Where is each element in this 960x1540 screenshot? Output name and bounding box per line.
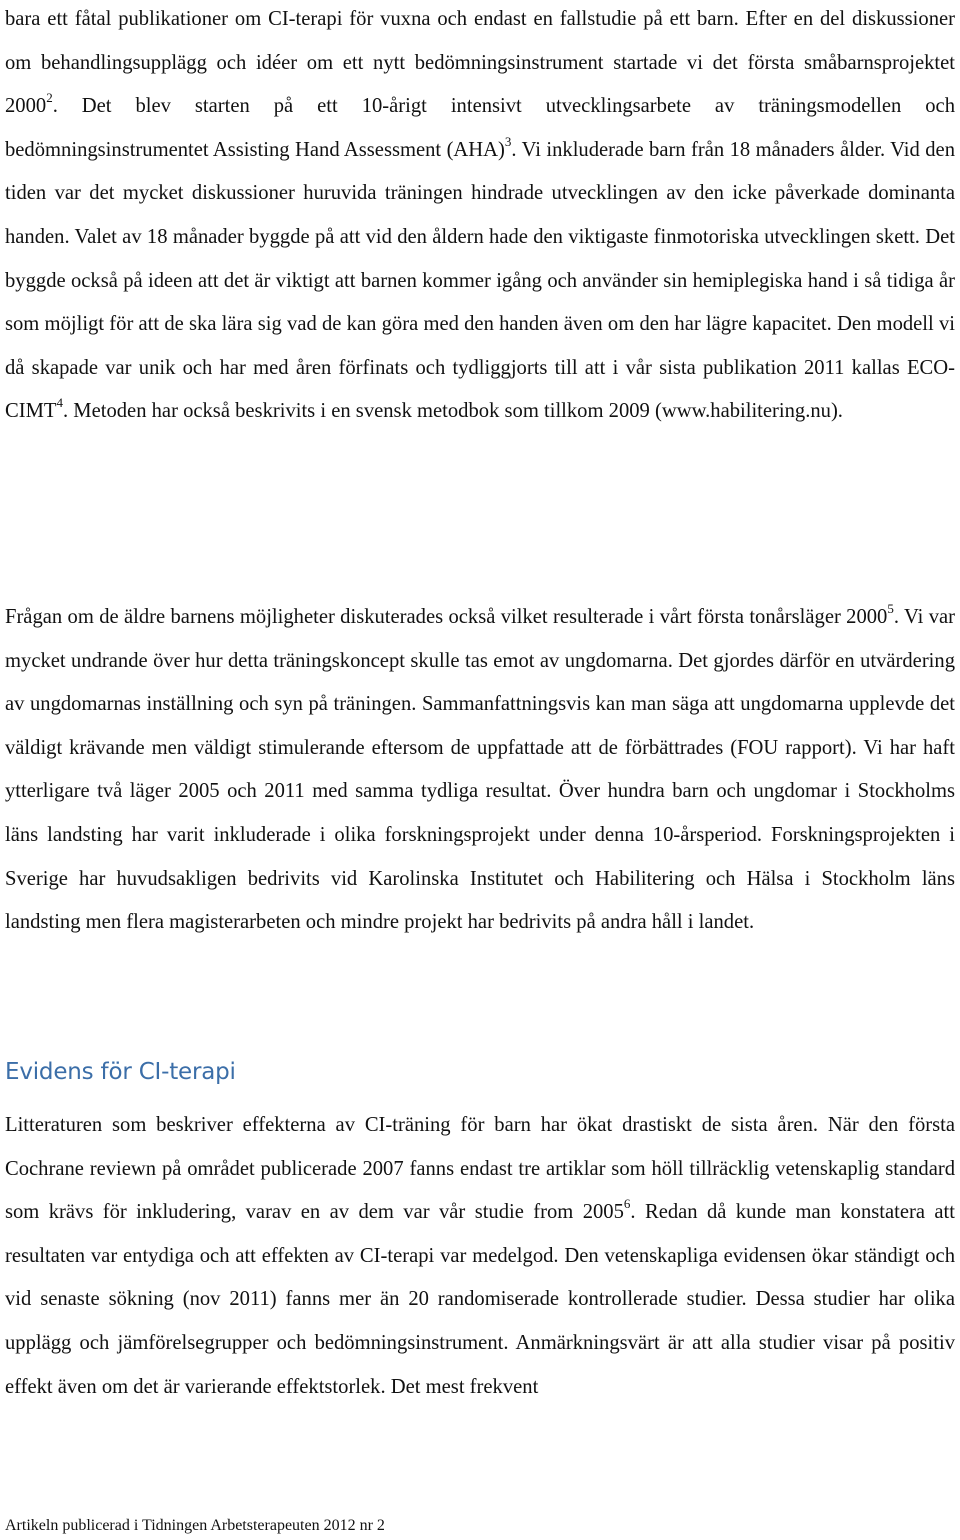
paragraph-text: . Metoden har också beskrivits i en svensk metodbok som tillkom 2009 (www.habilitering.nu). <box>62 400 843 423</box>
body-paragraph-2 <box>5 596 955 945</box>
paragraph-text: . Vi inkluderade barn från 18 månaders ålder. Vid den tiden var det mycket diskussioner huruvida träningen hindrade utvecklingen av den icke påverkade dominanta handen. Valet av 18 månader byggde på att vid den åldern hade den viktigaste finmotoriska utvecklingen skett. Det byggde också på ideen att det är viktigt att barnen kommer igång och använder sin hemiplegiska hand i så tidiga år som möjligt för att de ska lära sig vad de kan göra med den handen även om den har lägre kapacitet. Den modell vi då skapade var unik och har med åren förfinats och tydliggjorts till att i vår sista publikation 2011 kallas ECO-CIMT <box>5 138 955 423</box>
page-footer: Artikeln publicerad i Tidningen Arbetsterapeuten 2012 nr 2 <box>5 1517 385 1534</box>
paragraph-text: . Vi var mycket undrande över hur detta träningskoncept skulle tas emot av ungdomarna. Det gjordes därför en utvärdering av ungdomarnas inställning och syn på träningen. Sammanfattningsvis kan man säga att ungdomarna upplevde det väldigt krävande men väldigt stimulerande eftersom de uppfattade att de förbättrades (FOU rapport). Vi har haft ytterligare två läger 2005 och 2011 med samma tydliga resultat. Över hundra barn och ungdomar i Stockholms läns landsting har varit inkluderade i olika forskningsprojekt under denna 10-årsperiod. Forskningsprojekten i Sverige har huvudsakligen bedrivits vid Karolinska Institutet och Habilitering och Hälsa i Stockholm läns landsting men flera magisterarbeten och mindre projekt har bedrivits på andra håll i landet. <box>5 606 955 934</box>
paragraph-text: Litteraturen som beskriver effekterna av CI-träning för barn har ökat drastiskt de sista åren. När den första Cochrane reviewn på området publicerade 2007 fanns endast tre artiklar som höll tillräcklig vetenskaplig standard som krävs för inkludering, varav en av dem var vår studie from 2005 <box>5 1114 955 1224</box>
footnote-ref: 6 <box>623 1196 631 1212</box>
body-paragraph-3 <box>5 1104 955 1409</box>
paragraph-text: bara ett fåtal publikationer om CI-terapi för vuxna och endast en fallstudie på ett barn. Efter en del diskussioner om behandlingsupplägg och idéer om ett nytt bedömningsinstrument startade vi det första småbarnsprojektet 2000 <box>5 8 955 118</box>
paragraph-text: . Redan då kunde man konstatera att resultaten var entydiga och att effekten av CI-terapi var medelgod. Den vetenskapliga evidensen ökar ständigt och vid senaste sökning (nov 2011) fanns mer än 20 randomiserade kontrollerade studier. Dessa studier har olika upplägg och jämförelsegrupper och bedömningsinstrument. Anmärkningsvärt är att alla studier visar på positiv effekt även om det är varierande effektstorlek. Det mest frekvent <box>5 1201 955 1398</box>
paragraph-text: . Det blev starten på ett 10-årigt intensivt utvecklingsarbete av träningsmodellen och bedömningsinstrumentet Assisting Hand Assessment (AHA) <box>5 95 955 161</box>
body-paragraph-1 <box>5 0 955 434</box>
footnote-ref: 2 <box>46 90 53 106</box>
section-heading: Evidens för CI-terapi <box>5 1059 236 1085</box>
footnote-ref: 3 <box>504 133 512 149</box>
footnote-ref: 4 <box>56 395 63 411</box>
footnote-ref: 5 <box>887 601 894 617</box>
paragraph-text: Frågan om de äldre barnens möjligheter diskuterades också vilket resulterade i vårt första tonårsläger 2000 <box>5 606 888 628</box>
